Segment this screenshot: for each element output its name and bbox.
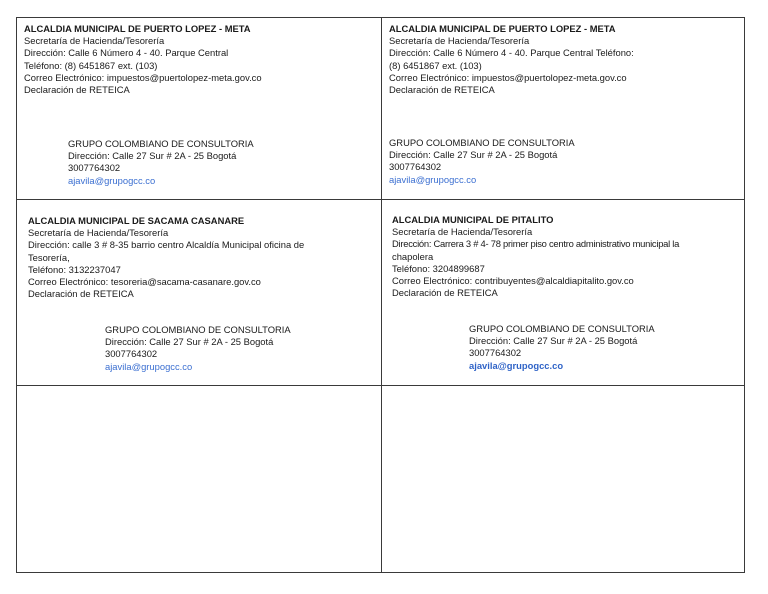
recipient-phone: 3007764302 [68,162,121,174]
sender-line: Tesorería, [28,251,70,263]
label-5-empty [17,386,381,572]
recipient-name: GRUPO COLOMBIANO DE CONSULTORIA [105,324,291,335]
label-sheet [16,17,745,573]
sender-line: Secretaría de Hacienda/Tesorería [24,35,165,47]
sender-line: Dirección: calle 3 # 8-35 barrio centro Alcaldía Municipal oficina de [28,239,305,251]
sender-line: Dirección: Carrera 3 # 4- 78 primer piso centro administrativo municipal la [392,238,680,250]
sender-line: Dirección: Calle 6 Número 4 - 40. Parque Central [24,47,229,59]
sender-title: ALCALDIA MUNICIPAL DE SACAMA CASANARE [28,215,245,226]
sender-line: Declaración de RETEICA [389,84,495,96]
label-6-empty [382,386,744,572]
label-4-sender [392,214,744,299]
recipient-email-link[interactable]: ajavila@grupogcc.co [389,173,477,185]
recipient-email-link[interactable]: ajavila@grupogcc.co [68,174,156,186]
recipient-address: Dirección: Calle 27 Sur # 2A - 25 Bogotá [469,335,638,347]
sender-line: Declaración de RETEICA [28,288,134,300]
recipient-name: GRUPO COLOMBIANO DE CONSULTORIA [469,323,655,334]
sender-line: chapolera [392,250,434,262]
sender-line: Correo Electrónico: impuestos@puertolopez-meta.gov.co [389,71,627,83]
sender-line: Teléfono: (8) 6451867 ext. (103) [24,59,158,71]
sender-title: ALCALDIA MUNICIPAL DE PUERTO LOPEZ - META [389,23,616,34]
sender-line: Secretaría de Hacienda/Tesorería [28,227,169,239]
recipient-name: GRUPO COLOMBIANO DE CONSULTORIA [389,137,575,148]
sender-line: Correo Electrónico: contribuyentes@alcaldiapitalito.gov.co [392,275,634,287]
recipient-name: GRUPO COLOMBIANO DE CONSULTORIA [68,138,254,149]
recipient-address: Dirección: Calle 27 Sur # 2A - 25 Bogotá [105,336,274,348]
sender-line: Teléfono: 3204899687 [392,262,485,274]
sender-line: (8) 6451867 ext. (103) [389,59,482,71]
sender-line: Secretaría de Hacienda/Tesorería [389,35,530,47]
label-1-sender [24,23,376,96]
sender-line: Teléfono: 3132237047 [28,263,121,275]
sender-line: Declaración de RETEICA [392,287,498,299]
label-4-recipient [469,323,655,372]
sender-line: Secretaría de Hacienda/Tesorería [392,226,533,238]
sender-title: ALCALDIA MUNICIPAL DE PITALITO [392,214,554,225]
label-2-sender [389,23,741,96]
row-divider-1 [17,199,744,200]
label-3-sender [28,215,378,300]
recipient-address: Dirección: Calle 27 Sur # 2A - 25 Bogotá [68,150,237,162]
recipient-address: Dirección: Calle 27 Sur # 2A - 25 Bogotá [389,149,558,161]
recipient-phone: 3007764302 [105,348,158,360]
label-2-recipient [389,137,575,186]
label-3-recipient [105,324,291,373]
sender-title: ALCALDIA MUNICIPAL DE PUERTO LOPEZ - META [24,23,251,34]
recipient-phone: 3007764302 [389,161,442,173]
recipient-email-link[interactable]: ajavila@grupogcc.co [469,359,564,371]
sender-line: Correo Electrónico: impuestos@puertolopez-meta.gov.co [24,71,262,83]
sender-line: Dirección: Calle 6 Número 4 - 40. Parque Central Teléfono: [389,47,634,59]
recipient-phone: 3007764302 [469,347,522,359]
sender-line: Declaración de RETEICA [24,84,130,96]
label-1-recipient [68,138,254,187]
recipient-email-link[interactable]: ajavila@grupogcc.co [105,360,193,372]
sender-line: Correo Electrónico: tesoreria@sacama-casanare.gov.co [28,276,261,288]
